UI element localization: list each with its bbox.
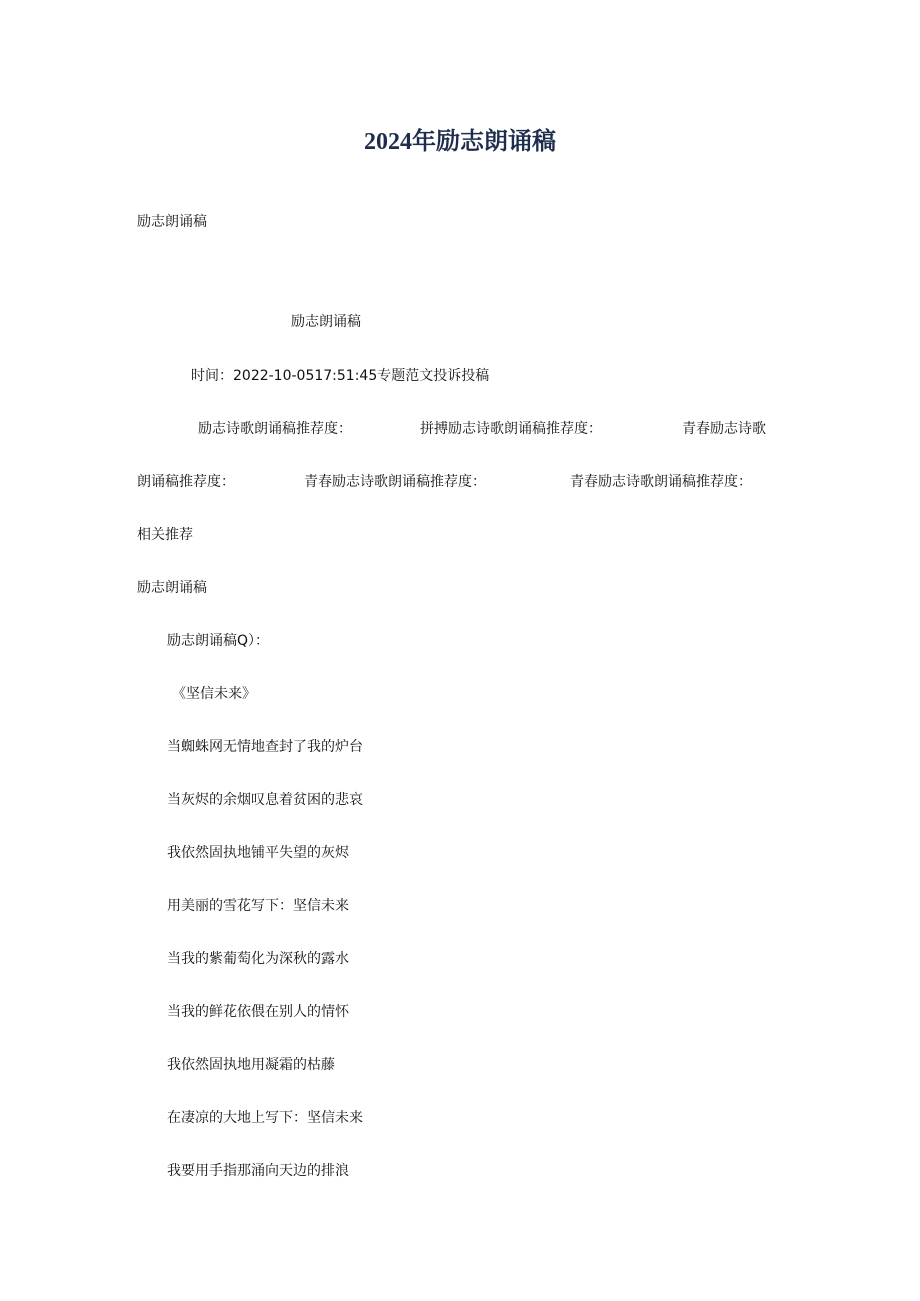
recommend-item[interactable]: 朗诵稿推荐度： xyxy=(137,474,235,490)
recommend-item[interactable]: 青春励志诗歌朗诵稿推荐度： xyxy=(570,474,752,490)
poem-line: 用美丽的雪花写下：坚信未来 xyxy=(167,898,349,914)
recommend-item[interactable]: 励志诗歌朗诵稿推荐度： xyxy=(198,421,352,437)
meta-line: 时间：2022-10-0517:51:45专题范文投诉投稿 xyxy=(191,368,490,384)
poem-title: 《坚信未来》 xyxy=(172,686,256,702)
sub-title: 励志朗诵稿Q）： xyxy=(167,633,270,649)
poem-line: 当我的紫葡萄化为深秋的露水 xyxy=(167,951,349,967)
poem-line: 我依然固执地用凝霜的枯藤 xyxy=(167,1057,335,1073)
related-label: 相关推荐 xyxy=(137,527,193,543)
recommend-item[interactable]: 拼搏励志诗歌朗诵稿推荐度： xyxy=(420,421,602,437)
recommend-item[interactable]: 青春励志诗歌 xyxy=(682,421,766,437)
poem-line: 当蜘蛛网无情地查封了我的炉台 xyxy=(167,739,363,755)
document-title: 2024年励志朗诵稿 xyxy=(364,129,556,155)
poem-line: 在凄凉的大地上写下：坚信未来 xyxy=(167,1110,363,1126)
heading-primary: 励志朗诵稿 xyxy=(137,214,207,230)
poem-line: 当我的鲜花依偎在别人的情怀 xyxy=(167,1004,349,1020)
poem-line: 我依然固执地铺平失望的灰烬 xyxy=(167,845,349,861)
recommend-item[interactable]: 青春励志诗歌朗诵稿推荐度： xyxy=(304,474,486,490)
heading-secondary: 励志朗诵稿 xyxy=(291,314,361,330)
poem-line: 我要用手指那涌向天边的排浪 xyxy=(167,1163,349,1179)
poem-line: 当灰烬的余烟叹息着贫困的悲哀 xyxy=(167,792,363,808)
section-title: 励志朗诵稿 xyxy=(137,580,207,596)
